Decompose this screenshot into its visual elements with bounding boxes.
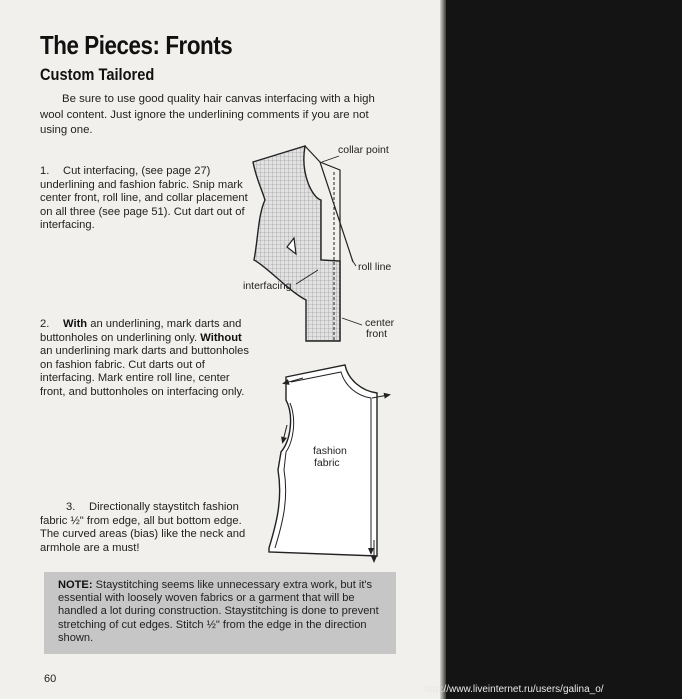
step-text: Cut interfacing, (see page 27) underlining and fashion fabric. Snip mark center front, roll line, and collar placement on all three (see page 51). Cut dart out of interfacing. <box>40 165 248 232</box>
step-text: an underlining mark darts and buttonholes on fashion fabric. Cut darts out of interfacing. Mark entire roll line, center front, and buttonholes on interfacing only. <box>40 345 249 398</box>
step-text: fabric ½" from edge, all but bottom edge. The curved areas (bias) like the neck and armhole are a must! <box>40 514 246 554</box>
step-text: Directionally staystitch fashion <box>89 501 239 513</box>
label-roll-line: roll line <box>358 261 392 273</box>
page-number: 60 <box>44 673 57 685</box>
interfacing-piece <box>253 146 353 341</box>
step-text: an underlining, mark darts and buttonholes on underlining only. <box>40 318 242 344</box>
roll-line <box>320 162 353 262</box>
step-number: 1. <box>40 165 50 177</box>
step-number: 3. <box>66 501 76 513</box>
label-interfacing: interfacing <box>243 280 292 292</box>
label-collar-point: collar point <box>338 144 389 156</box>
intro-paragraph: Be sure to use good quality hair canvas interfacing with a high wool content. Just ignore the underlining comments if you are not using one. <box>40 93 375 136</box>
label-fashion: fashion <box>313 445 347 457</box>
note-box <box>44 572 396 654</box>
note-label: NOTE: <box>58 579 93 591</box>
page-title: The Pieces: Fronts <box>40 30 233 60</box>
label-fabric: fabric <box>314 457 340 469</box>
with-label: With <box>63 318 88 330</box>
without-label: Without <box>200 331 242 344</box>
page-subtitle: Custom Tailored <box>40 65 155 84</box>
watermark-url: http://www.liveinternet.ru/users/galina_o/ <box>424 684 604 695</box>
note-text: Staystitching seems like unnecessary extra work, but it's essential with loosely woven fabrics or a garment that will be handled a lot during construction. Staystitching is done to prevent stretching of cut edges. Stitch ½" from the edge in the direction shown. <box>58 579 379 644</box>
step-number: 2. <box>40 318 50 330</box>
label-front: front <box>366 328 388 340</box>
label-center: center <box>365 317 395 329</box>
